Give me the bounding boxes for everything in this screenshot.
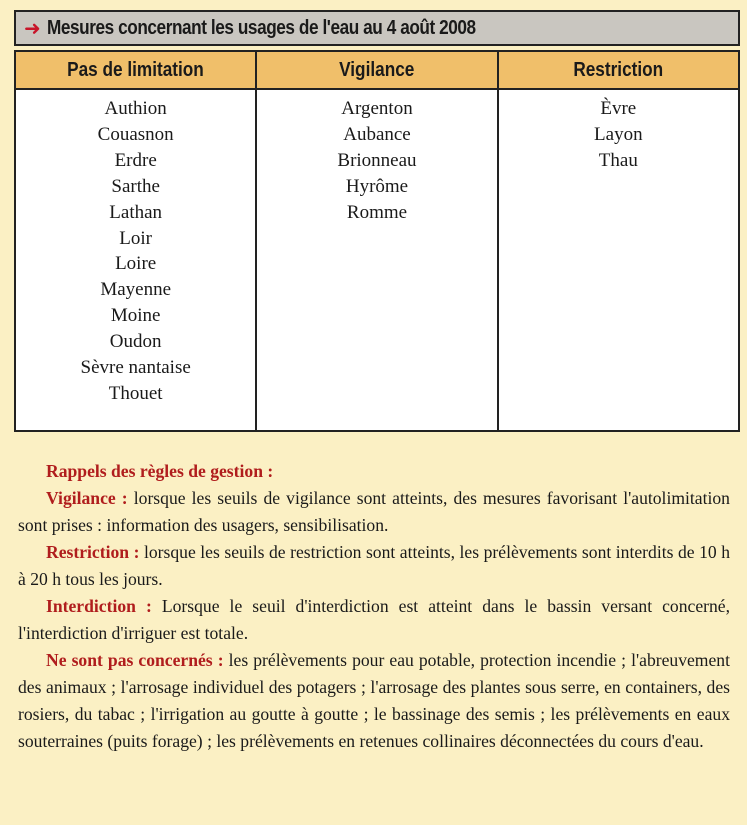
rule-restriction: Restriction : lorsque les seuils de restriction sont atteints, les prélèvements sont interdits de 10 h à 20 h tous les jours. <box>18 542 731 589</box>
river-item: Lathan <box>109 201 163 223</box>
river-item: Argenton <box>341 98 413 119</box>
river-item: Moine <box>110 305 161 327</box>
column-restriction <box>499 52 738 430</box>
river-list <box>499 90 738 174</box>
river-item: Thouet <box>108 382 163 404</box>
column-header: Vigilance <box>257 52 496 90</box>
river-item: Loir <box>119 227 153 249</box>
status-table <box>14 50 740 432</box>
river-item: Thau <box>598 149 638 171</box>
rule-vigilance: Vigilance : lorsque les seuils de vigilance sont atteints, des mesures favorisant l'autolimitation sont prises : information des usagers, sensibilisation. <box>18 488 730 535</box>
river-item: Oudon <box>109 331 162 353</box>
column-vigilance <box>257 52 498 430</box>
panel-title: Mesures concernant les usages de l'eau au 4 août 2008 <box>46 16 476 39</box>
river-item: Sèvre nantaise <box>80 357 191 379</box>
arrow-right-icon: ➜ <box>24 16 41 40</box>
column-header: Restriction <box>499 52 738 90</box>
rule-exemptions: Ne sont pas concernés : les prélèvements pour eau potable, protection incendie ; l'abreuvement des animaux ; l'arrosage individuel des potagers ; l'arrosage des plantes sous serre, en containers, des rosiers, du tabac ; l'irrigation au goutte à goutte ; le bassinage des semis ; les prélèvements en eaux souterraines (puits forage) ; les prélèvements en retenues collinaires déconnectées du cours d'eau. <box>18 650 730 751</box>
river-list <box>257 90 496 226</box>
river-item: Hyrôme <box>345 175 409 197</box>
column-header: Pas de limitation <box>16 52 255 90</box>
river-item: Couasnon <box>97 123 174 145</box>
river-list <box>16 90 255 407</box>
rule-interdiction: Interdiction : Lorsque le seuil d'interdiction est atteint dans le bassin versant concerné, l'interdiction d'irriguer est totale. <box>18 596 730 643</box>
river-item: Layon <box>594 123 643 145</box>
management-rules <box>18 458 730 755</box>
column-no-limitation <box>16 52 257 430</box>
river-item: Loire <box>115 253 157 275</box>
river-item: Brionneau <box>337 149 417 171</box>
river-item: Romme <box>346 201 408 223</box>
river-item: Mayenne <box>100 279 172 301</box>
river-item: Sarthe <box>111 175 160 197</box>
river-item: Erdre <box>114 149 157 171</box>
rules-heading: Rappels des règles de gestion : <box>46 461 274 481</box>
river-item: Èvre <box>600 98 637 119</box>
title-bar <box>14 10 740 46</box>
river-item: Aubance <box>343 123 411 145</box>
river-item: Authion <box>104 98 167 119</box>
